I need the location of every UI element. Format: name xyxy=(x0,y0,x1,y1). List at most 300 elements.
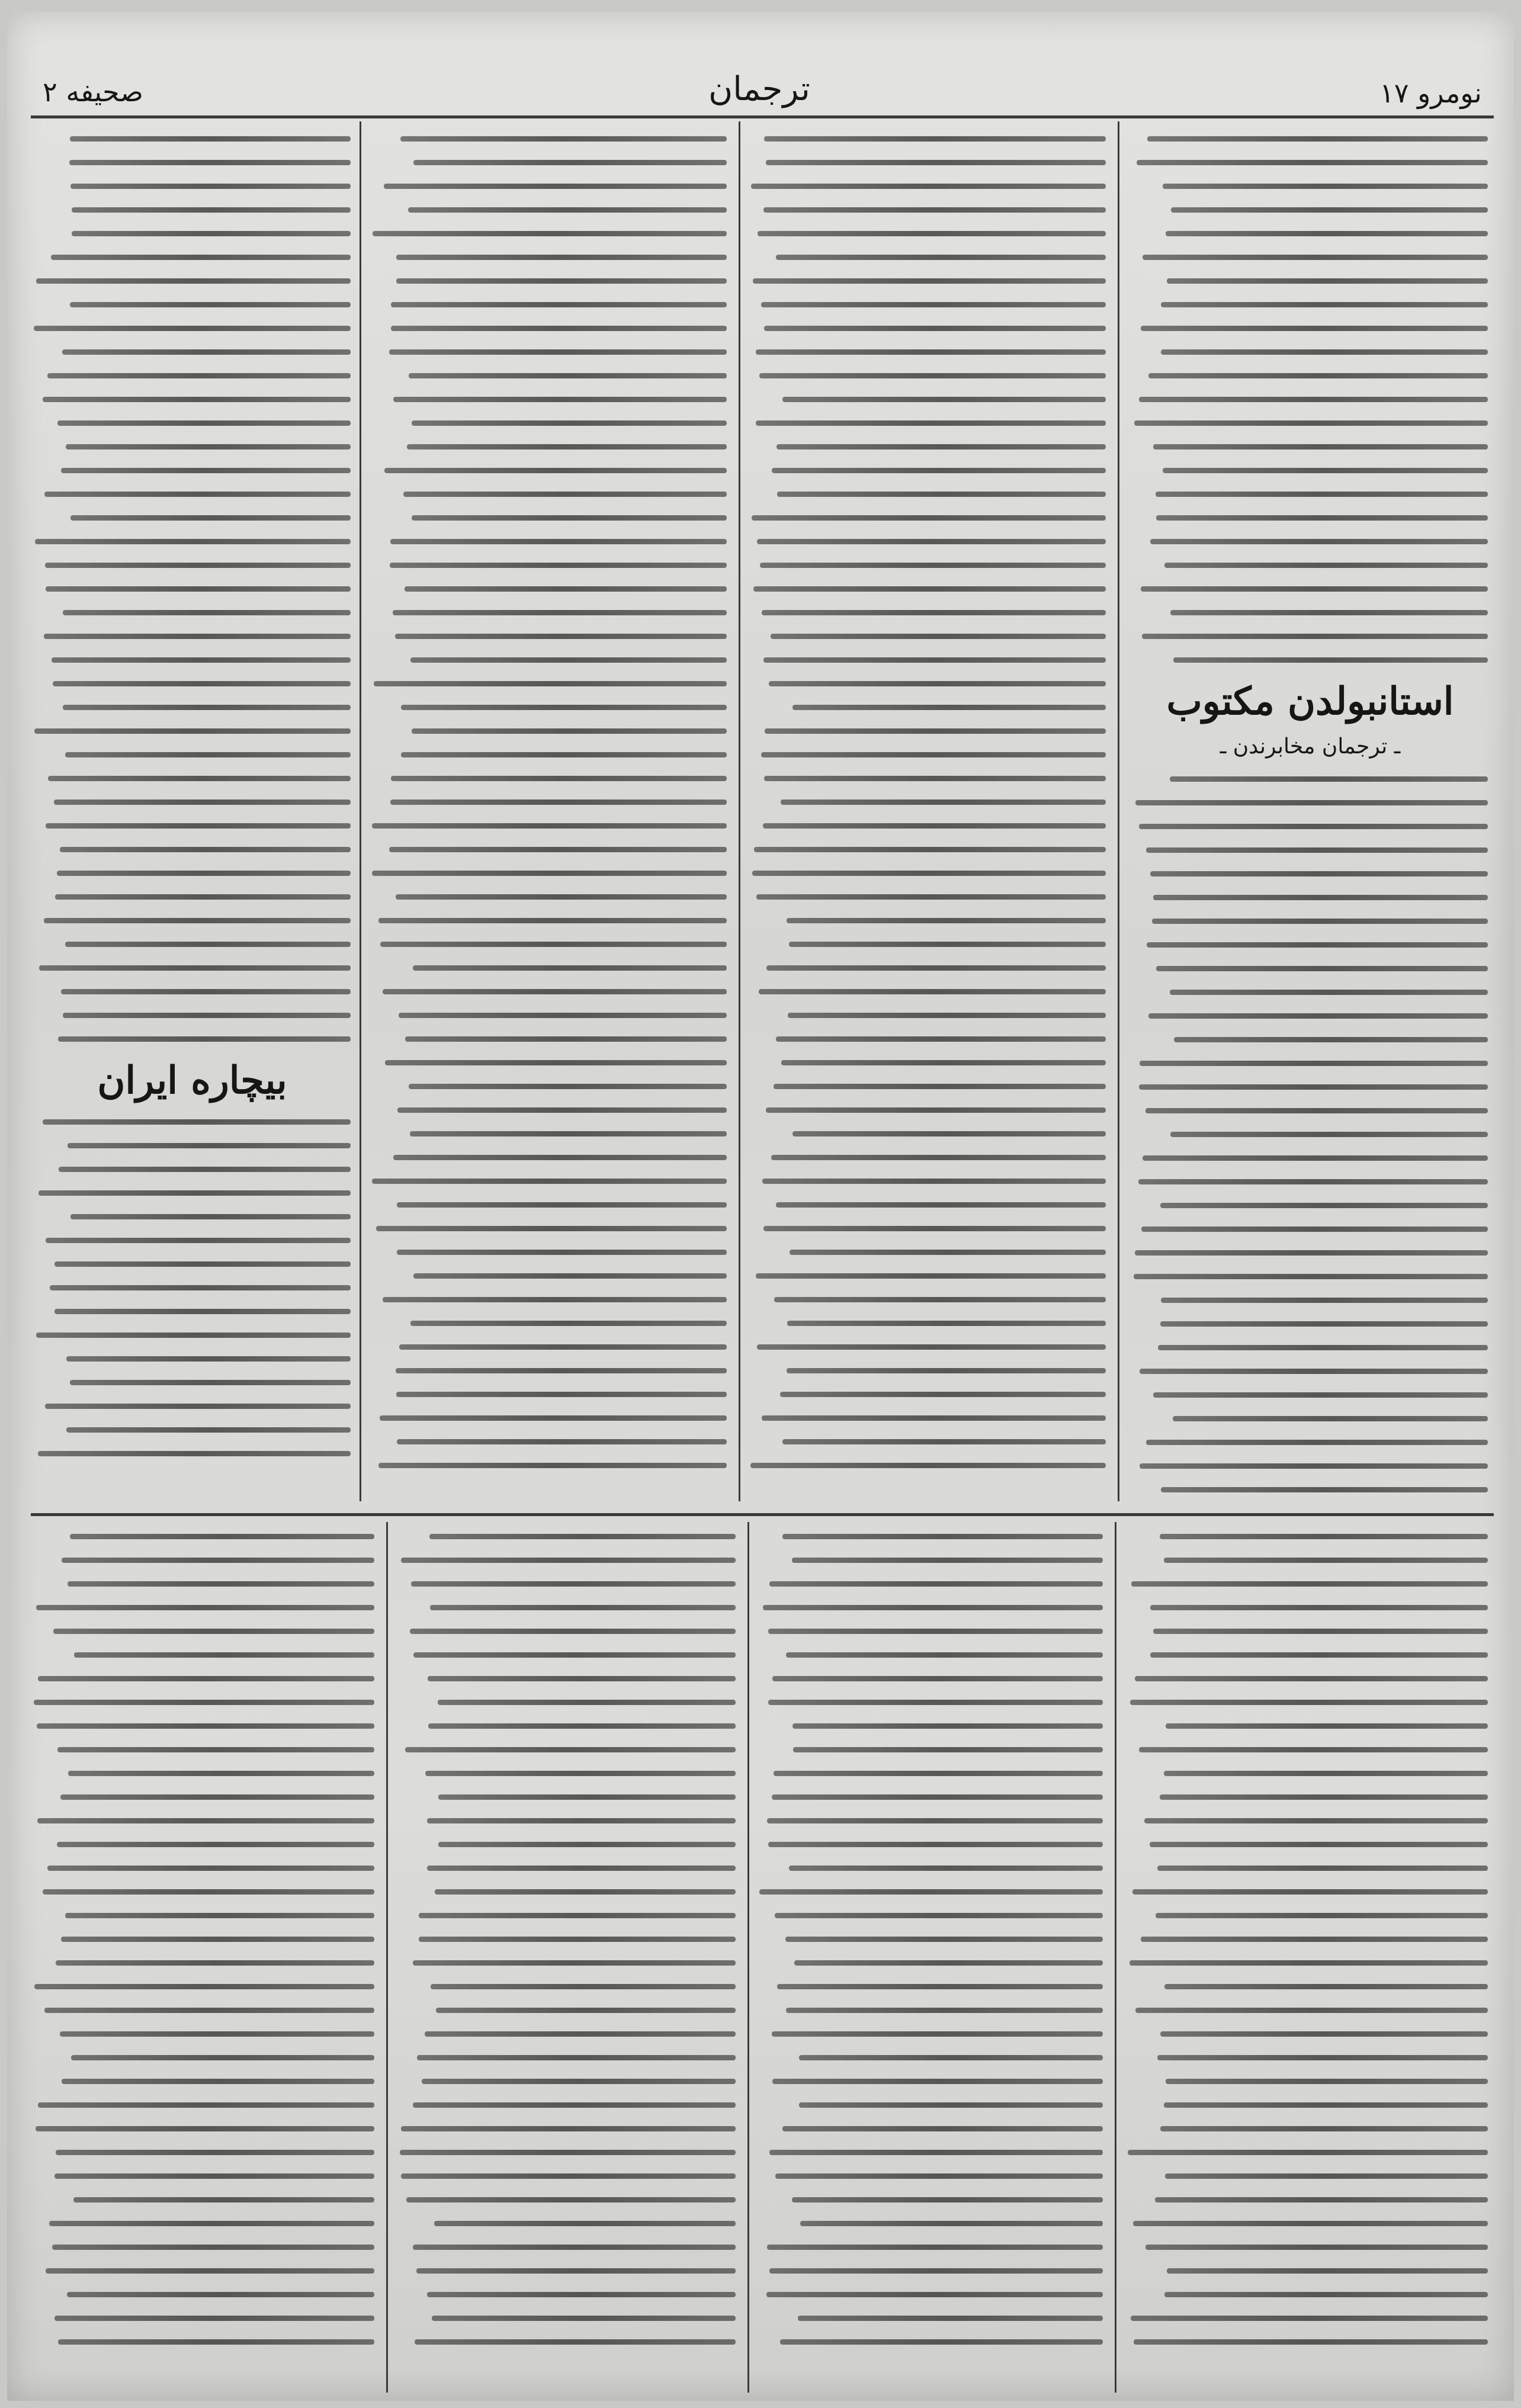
text-line xyxy=(70,1214,351,1219)
text-line xyxy=(1153,1629,1488,1634)
text-line xyxy=(754,847,1106,852)
text-line xyxy=(766,965,1106,971)
text-line xyxy=(38,1451,351,1456)
text-line xyxy=(62,349,351,355)
text-line xyxy=(789,1866,1103,1871)
text-line xyxy=(66,1356,351,1362)
text-line xyxy=(70,1534,374,1539)
text-line xyxy=(380,1415,727,1421)
text-line xyxy=(767,2245,1103,2250)
text-line xyxy=(751,184,1106,189)
text-line xyxy=(1158,1345,1488,1350)
text-line xyxy=(1128,2150,1488,2155)
text-line xyxy=(44,2008,374,2013)
text-line xyxy=(57,420,351,426)
text-line xyxy=(787,1321,1106,1326)
text-line xyxy=(65,942,351,947)
text-line xyxy=(395,634,727,639)
text-line xyxy=(374,681,727,686)
text-line xyxy=(756,894,1106,900)
text-line xyxy=(38,1190,351,1196)
column-divider xyxy=(739,121,740,1501)
text-line xyxy=(412,728,727,734)
text-line xyxy=(1153,895,1488,900)
text-line xyxy=(396,1368,727,1373)
text-line xyxy=(438,1700,736,1705)
text-line xyxy=(55,894,351,900)
newspaper-title: ترجمان xyxy=(708,70,810,108)
text-line xyxy=(1170,610,1488,615)
text-line xyxy=(774,1084,1106,1089)
text-line xyxy=(412,515,727,521)
text-line xyxy=(72,207,351,213)
text-line xyxy=(384,184,727,189)
text-line xyxy=(757,539,1106,544)
text-line xyxy=(56,2150,374,2155)
text-line xyxy=(43,1119,351,1125)
text-line xyxy=(750,1463,1106,1468)
text-line xyxy=(1167,2268,1488,2274)
text-line xyxy=(789,942,1106,947)
text-line xyxy=(39,965,351,971)
text-line xyxy=(60,1794,374,1800)
text-line xyxy=(409,1084,727,1089)
text-line xyxy=(70,302,351,307)
text-line xyxy=(756,1273,1106,1279)
text-line xyxy=(1132,1889,1488,1895)
text-line xyxy=(405,1036,727,1042)
text-line xyxy=(792,1558,1103,1563)
text-line xyxy=(407,444,727,450)
text-line xyxy=(70,136,351,142)
text-line xyxy=(52,2245,374,2250)
text-line xyxy=(1170,1132,1488,1137)
text-line xyxy=(772,1676,1103,1681)
text-line xyxy=(34,326,351,331)
text-line xyxy=(1152,919,1488,924)
text-line xyxy=(397,1439,727,1444)
column-3 xyxy=(371,136,727,1498)
text-line xyxy=(1134,420,1488,426)
text-line xyxy=(434,2221,736,2226)
text-line xyxy=(54,1261,351,1267)
column-5 xyxy=(1127,1534,1488,2387)
text-line xyxy=(792,1131,1106,1136)
text-line xyxy=(44,918,351,923)
text-line xyxy=(1156,492,1488,497)
text-line xyxy=(1173,657,1488,663)
text-line xyxy=(764,136,1106,142)
text-line xyxy=(50,1285,351,1290)
text-line xyxy=(405,586,727,592)
text-line xyxy=(775,2173,1103,2179)
text-line xyxy=(391,302,727,307)
text-line xyxy=(390,800,727,805)
text-line xyxy=(62,1558,374,1563)
text-line xyxy=(372,871,727,876)
text-line xyxy=(63,610,351,615)
text-line xyxy=(390,539,727,544)
text-line xyxy=(757,1344,1106,1350)
text-line xyxy=(419,1937,736,1942)
column-divider xyxy=(1118,121,1119,1501)
text-line xyxy=(403,492,727,497)
text-line xyxy=(57,1842,374,1847)
text-line xyxy=(45,1404,351,1409)
text-line xyxy=(69,160,351,165)
text-line xyxy=(782,397,1106,402)
text-line xyxy=(1157,2055,1488,2060)
text-line xyxy=(34,728,351,734)
text-line xyxy=(1150,871,1488,876)
text-line xyxy=(68,1581,374,1587)
text-line xyxy=(762,1179,1106,1184)
text-line xyxy=(756,349,1106,355)
text-line xyxy=(787,1368,1106,1373)
text-line xyxy=(771,1155,1106,1160)
text-line xyxy=(44,634,351,639)
text-line xyxy=(63,1013,351,1018)
text-line xyxy=(1150,1605,1488,1610)
text-line xyxy=(389,349,727,355)
column-divider xyxy=(386,1522,388,2393)
header-rule xyxy=(31,115,1494,118)
text-line xyxy=(1161,349,1488,355)
text-line xyxy=(1166,2079,1488,2084)
text-line xyxy=(438,1842,736,1847)
text-line xyxy=(774,1771,1103,1776)
text-line xyxy=(397,1107,727,1113)
text-line xyxy=(1140,1463,1488,1469)
text-line xyxy=(780,2339,1103,2345)
text-line xyxy=(384,468,727,473)
text-line xyxy=(68,1143,351,1148)
text-line xyxy=(430,1605,736,1610)
text-line xyxy=(1130,1700,1488,1705)
text-line xyxy=(787,918,1106,923)
text-line xyxy=(54,800,351,805)
text-line xyxy=(766,160,1106,165)
text-line xyxy=(427,1818,736,1823)
text-line xyxy=(1139,397,1488,402)
text-line xyxy=(36,1333,351,1338)
text-line xyxy=(44,492,351,497)
text-line xyxy=(1141,586,1488,592)
text-line xyxy=(775,1913,1103,1918)
text-line xyxy=(397,1202,727,1208)
text-line xyxy=(1143,1155,1488,1161)
text-line xyxy=(1140,1369,1488,1374)
text-line xyxy=(772,1794,1103,1800)
text-line xyxy=(753,586,1106,592)
text-line xyxy=(752,871,1106,876)
text-line xyxy=(782,1534,1103,1539)
text-line xyxy=(794,1960,1103,1966)
article-title: بیچاره ایران xyxy=(97,1058,287,1103)
text-line xyxy=(405,1747,736,1752)
text-line xyxy=(767,1818,1103,1823)
text-line xyxy=(772,2079,1103,2084)
text-line xyxy=(759,1889,1103,1895)
text-line xyxy=(385,1060,727,1065)
text-line xyxy=(800,2221,1103,2226)
text-line xyxy=(410,1321,727,1326)
text-line xyxy=(764,776,1106,781)
text-line xyxy=(389,847,727,852)
text-line xyxy=(67,2292,374,2297)
text-line xyxy=(53,681,351,686)
text-line xyxy=(1167,278,1488,284)
text-line xyxy=(1164,563,1488,568)
text-line xyxy=(769,2150,1103,2155)
text-line xyxy=(411,1581,736,1587)
text-line xyxy=(1160,1321,1488,1327)
text-line xyxy=(1150,1652,1488,1658)
text-line xyxy=(799,2102,1103,2108)
text-line xyxy=(35,539,351,544)
text-line xyxy=(1148,1013,1488,1019)
text-line xyxy=(1141,326,1488,331)
text-line xyxy=(413,1273,727,1279)
text-line xyxy=(763,1605,1103,1610)
text-line xyxy=(46,2268,374,2274)
text-line xyxy=(383,989,727,994)
text-line xyxy=(383,1297,727,1302)
text-line xyxy=(46,823,351,829)
text-line xyxy=(1164,1771,1488,1776)
text-line xyxy=(425,2031,736,2037)
text-line xyxy=(780,1392,1106,1397)
text-line xyxy=(762,610,1106,615)
text-line xyxy=(60,2031,374,2037)
text-line xyxy=(413,1960,736,1966)
text-line xyxy=(61,989,351,994)
column-4 xyxy=(34,136,351,1498)
text-line xyxy=(759,373,1106,378)
text-line xyxy=(428,1723,736,1729)
text-line xyxy=(768,1700,1103,1705)
text-line xyxy=(400,136,727,142)
text-line xyxy=(1150,539,1488,544)
column-6 xyxy=(759,1534,1103,2387)
text-line xyxy=(400,2150,736,2155)
text-line xyxy=(1138,1179,1488,1184)
text-line xyxy=(427,2292,736,2297)
text-line xyxy=(1163,184,1488,189)
text-line xyxy=(429,1534,736,1539)
newspaper-page xyxy=(7,12,1514,2401)
text-line xyxy=(1171,207,1488,213)
text-line xyxy=(37,1723,374,1729)
text-line xyxy=(1140,1061,1488,1066)
text-line xyxy=(53,1629,374,1634)
text-line xyxy=(1156,515,1488,521)
text-line xyxy=(753,278,1106,284)
text-line xyxy=(415,2339,736,2345)
text-line xyxy=(401,1558,736,1563)
text-line xyxy=(37,1818,374,1823)
text-line xyxy=(413,1652,736,1658)
text-line xyxy=(48,776,351,781)
text-line xyxy=(61,1937,374,1942)
text-line xyxy=(56,1960,374,1966)
text-line xyxy=(58,1036,351,1042)
text-line xyxy=(763,207,1106,213)
text-line xyxy=(378,918,727,923)
text-line xyxy=(57,1747,374,1752)
text-line xyxy=(1160,2031,1488,2037)
text-line xyxy=(1142,634,1488,639)
text-line xyxy=(762,1415,1106,1421)
text-line xyxy=(422,2079,736,2084)
text-line xyxy=(1135,2008,1488,2013)
text-line xyxy=(1156,966,1488,971)
text-line xyxy=(397,1250,727,1255)
text-line xyxy=(1173,1416,1488,1421)
text-line xyxy=(46,586,351,592)
text-line xyxy=(396,1392,727,1397)
text-line xyxy=(47,1866,374,1871)
text-line xyxy=(410,1629,736,1634)
text-line xyxy=(410,657,727,663)
text-line xyxy=(427,1866,736,1871)
text-line xyxy=(1131,2316,1488,2321)
text-line xyxy=(1160,2126,1488,2131)
text-line xyxy=(412,420,727,426)
text-line xyxy=(54,1309,351,1314)
text-line xyxy=(425,1771,736,1776)
text-line xyxy=(782,1439,1106,1444)
text-line xyxy=(413,2102,736,2108)
text-line xyxy=(777,492,1106,497)
column-divider xyxy=(747,1522,749,2393)
text-line xyxy=(380,942,727,947)
text-line xyxy=(1148,373,1488,378)
text-line xyxy=(70,1380,351,1385)
text-line xyxy=(38,1676,374,1681)
text-line xyxy=(68,1771,374,1776)
text-line xyxy=(764,326,1106,331)
text-line xyxy=(393,397,727,402)
text-line xyxy=(54,2173,374,2179)
issue-number: نومرو ۱۷ xyxy=(1379,77,1482,109)
text-line xyxy=(406,2197,736,2202)
text-line xyxy=(391,776,727,781)
text-line xyxy=(1160,1534,1488,1539)
text-line xyxy=(1137,160,1488,165)
text-line xyxy=(373,231,727,236)
text-line xyxy=(1141,1227,1488,1232)
text-line xyxy=(58,2339,374,2345)
text-line xyxy=(1134,2339,1488,2345)
text-line xyxy=(1155,2197,1488,2202)
text-line xyxy=(60,847,351,852)
text-line xyxy=(70,515,351,521)
text-line xyxy=(776,255,1106,260)
text-line xyxy=(1147,136,1488,142)
text-line xyxy=(760,563,1106,568)
text-line xyxy=(1166,231,1488,236)
text-line xyxy=(401,2126,736,2131)
text-line xyxy=(1141,1937,1488,1942)
text-line xyxy=(1153,444,1488,450)
text-line xyxy=(1146,847,1488,853)
text-line xyxy=(372,823,727,829)
text-line xyxy=(768,1629,1103,1634)
text-line xyxy=(408,207,727,213)
text-line xyxy=(436,2008,736,2013)
text-line xyxy=(1170,776,1488,782)
text-line xyxy=(1139,1747,1488,1752)
text-line xyxy=(49,2221,374,2226)
page-number: صحیفه ۲ xyxy=(43,76,143,108)
text-line xyxy=(769,681,1106,686)
column-7 xyxy=(398,1534,736,2387)
text-line xyxy=(1165,2173,1488,2179)
text-line xyxy=(765,728,1106,734)
text-line xyxy=(1164,2102,1488,2108)
text-line xyxy=(65,1913,374,1918)
text-line xyxy=(761,302,1106,307)
text-line xyxy=(399,1344,727,1350)
column-1 xyxy=(1132,136,1488,1498)
text-line xyxy=(409,373,727,378)
text-line xyxy=(798,2316,1103,2321)
article-byline: ـ ترجمان مخابرندن ـ xyxy=(1220,734,1401,759)
text-line xyxy=(65,752,351,757)
text-line xyxy=(1144,1818,1488,1823)
text-line xyxy=(378,1463,727,1468)
text-line xyxy=(792,705,1106,710)
text-line xyxy=(1143,255,1488,260)
text-line xyxy=(763,1226,1106,1231)
text-line xyxy=(769,1581,1103,1587)
text-line xyxy=(43,1889,374,1895)
text-line xyxy=(777,1984,1103,1989)
text-line xyxy=(790,1250,1106,1255)
text-line xyxy=(435,1889,736,1895)
text-line xyxy=(73,2197,374,2202)
column-8 xyxy=(34,1534,374,2387)
text-line xyxy=(776,1202,1106,1208)
text-line xyxy=(410,1131,727,1136)
text-line xyxy=(46,1238,351,1243)
text-line xyxy=(1150,1842,1488,1847)
text-line xyxy=(768,1842,1103,1847)
text-line xyxy=(1161,302,1488,307)
text-line xyxy=(70,184,351,189)
text-line xyxy=(59,1167,351,1172)
text-line xyxy=(785,1937,1103,1942)
text-line xyxy=(401,752,727,757)
text-line xyxy=(1161,1298,1488,1303)
text-line xyxy=(756,420,1106,426)
text-line xyxy=(1134,1274,1488,1279)
text-line xyxy=(1160,1794,1488,1800)
text-line xyxy=(1131,1581,1488,1587)
text-line xyxy=(752,515,1106,521)
text-line xyxy=(776,444,1106,450)
text-line xyxy=(799,2055,1103,2060)
text-line xyxy=(774,1297,1106,1302)
text-line xyxy=(36,1605,374,1610)
text-line xyxy=(761,752,1106,757)
text-line xyxy=(390,563,727,568)
text-line xyxy=(428,1676,736,1681)
text-line xyxy=(1135,1676,1488,1681)
text-line xyxy=(399,1013,727,1018)
text-line xyxy=(1174,1037,1488,1042)
